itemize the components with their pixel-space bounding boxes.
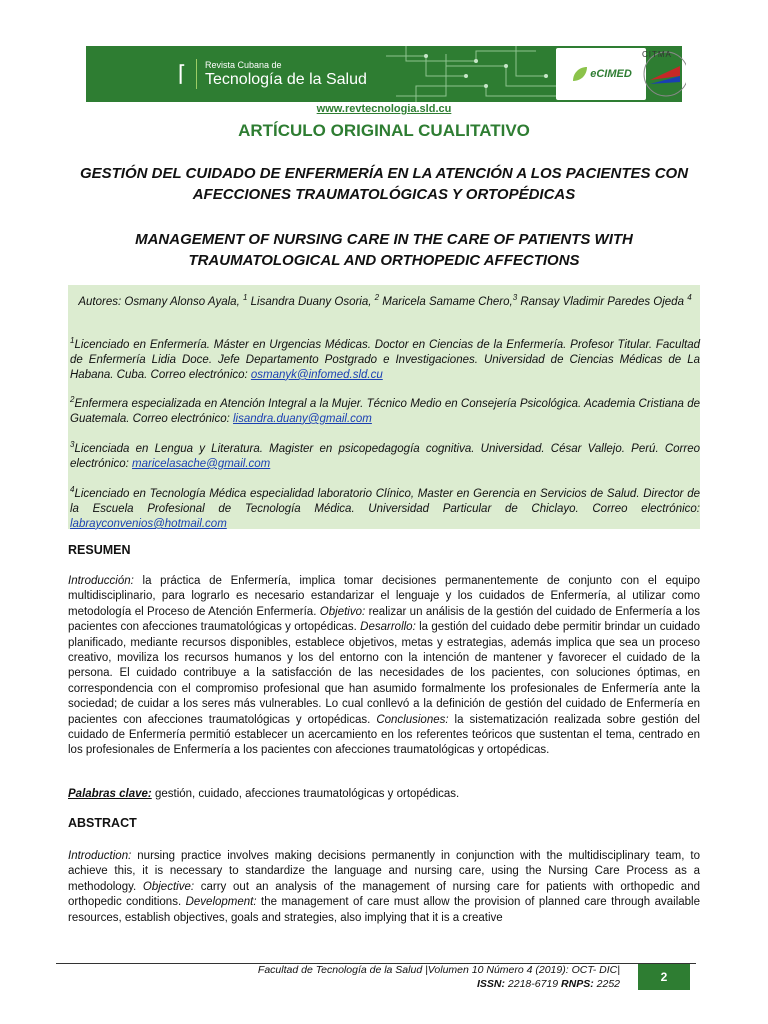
author-name: Lisandra Duany Osoria, <box>247 295 372 308</box>
affiliation-1 <box>70 333 700 383</box>
title-spanish: GESTIÓN DEL CUIDADO DE ENFERMERÍA EN LA ATENCIÓN A LOS PACIENTES CON AFECCIONES TRAUMATOLÓGICAS Y ORTOPÉDICAS <box>79 165 689 203</box>
rnps-value: 2252 <box>593 978 620 990</box>
affiliation-text: Enfermera especializada en Atención Integral a la Mujer. Técnico Medio en Consejería Psicológica. Academia Cristiana de Guatemala. Correo electrónico: <box>70 397 700 425</box>
section-text: la sistematización realizada sobre gestión del cuidado de Enfermería permitió establecer un acercamiento en los referentes teóricos que sustentan el tema, centrado en los profesionales de Enfermería a los pacientes con afecciones traumatológicas y ortopédicas. <box>68 713 700 757</box>
email-link[interactable]: maricelasache@gmail.com <box>132 457 271 470</box>
affiliation-2 <box>70 392 700 427</box>
abstract-body <box>68 849 700 926</box>
section-label: Objective: <box>142 880 195 893</box>
affiliation-number: 2 <box>70 395 75 404</box>
journal-logo <box>172 46 372 102</box>
author-sup: 2 <box>374 293 380 302</box>
author-name: Ransay Vladimir Paredes Ojeda <box>517 295 684 308</box>
section-label: Development: <box>185 896 257 909</box>
page-number: 2 <box>638 964 690 990</box>
section-label: Objetivo: <box>319 605 366 618</box>
citma-label: CITMA <box>642 50 672 59</box>
section-text: realizar un análisis de la gestión del cuidado de Enfermería a los pacientes con afecciones traumatológicas y ortopédicas. <box>68 605 700 634</box>
author-name: Osmany Alonso Ayala, <box>124 295 240 308</box>
affiliation-text: Licenciada en Lengua y Literatura. Magister en psicopedagogía cognitiva. Universidad. César Vallejo. Perú. Correo electrónico: <box>70 442 700 470</box>
affiliation-number: 4 <box>70 485 75 494</box>
issn-label: ISSN: <box>476 978 505 990</box>
journal-emblem-icon: ⌈ <box>172 59 197 89</box>
section-text: la práctica de Enfermería, implica tomar decisiones permanentemente de conjunto con el equipo multidisciplinario, para lograrlo es necesario estandarizar el lenguaje y los cuidados de Enfermería, al utilizar como metodología el Proceso de Atención Enfermería. <box>68 575 700 618</box>
email-link[interactable]: labrayconvenios@hotmail.com <box>70 517 227 530</box>
affiliation-text: Licenciado en Tecnología Médica especialidad laboratorio Clínico, Master en Gerencia en Servicios de Salud. Director de la Escuela Profesional de Tecnología Médica. Universidad Particular de Chiclayo. Correo electrónico: <box>70 487 700 515</box>
author-sup: 4 <box>687 293 692 302</box>
journal-url-link[interactable]: www.revtecnologia.sld.cu <box>316 103 452 115</box>
affiliation-number: 1 <box>70 336 75 345</box>
journal-banner <box>86 46 682 102</box>
section-text: nursing practice involves making decisions permanently in conjunction with the multidisciplinary team, to achieve this, it is necessary to standardize the language and nursing care, using the Nursing Care Process as a methodology. <box>68 850 700 893</box>
section-label: Desarrollo: <box>360 621 416 634</box>
journal-subtitle: Revista Cubana de <box>205 59 282 70</box>
abstract-heading: ABSTRACT <box>68 816 137 830</box>
rnps-label: RNPS: <box>561 978 594 990</box>
authors-line <box>70 290 700 310</box>
keywords-line <box>68 787 700 802</box>
affiliation-text: Licenciado en Enfermería. Máster en Urgencias Médicas. Doctor en Ciencias de la Enfermería. Profesor Titular. Facultad de Enfermería Lidia Doce. Jefe Departamento Postgrado e Investigaciones. Universidad de Ciencias Médicas de La Habana. Cuba. Correo electrónico: <box>70 338 700 381</box>
affiliation-3 <box>70 437 700 472</box>
circuit-pattern-icon <box>386 46 566 102</box>
journal-name: Tecnología de la Salud <box>205 70 367 88</box>
affiliation-4 <box>70 482 700 532</box>
section-label: Introducción: <box>68 575 134 587</box>
resumen-heading: RESUMEN <box>68 543 131 557</box>
author-sup: 3 <box>512 293 518 302</box>
article-type: ARTÍCULO ORIGINAL CUALITATIVO <box>238 121 530 140</box>
section-label: Conclusiones: <box>376 713 449 726</box>
footer-citation-text: Facultad de Tecnología de la Salud |Volumen 10 Número 4 (2019): OCT- DIC| <box>257 964 620 976</box>
title-english: MANAGEMENT OF NURSING CARE IN THE CARE OF PATIENTS WITH TRAUMATOLOGICAL AND ORTHOPEDIC AFFECTIONS <box>135 231 633 269</box>
keywords-label: Palabras clave: <box>68 788 152 800</box>
resumen-body <box>68 574 700 759</box>
section-text: carry out an analysis of the management of nursing care for patients with orthopedic and orthopedic conditions. <box>68 880 700 909</box>
affiliation-number: 3 <box>70 440 75 449</box>
ecimed-logo: eCIMED <box>556 48 646 100</box>
author-sup: 1 <box>242 293 248 302</box>
section-text: the management of care must allow the provision of planned care through available resources, establish objectives, goals and strategies, also implying that it is a creative <box>68 896 700 924</box>
ecimed-leaf-icon <box>570 64 590 84</box>
author-name: Maricela Samame Chero, <box>379 295 513 308</box>
authors-prefix: Autores: <box>78 295 125 308</box>
section-text: la gestión del cuidado debe permitir brindar un cuidado planificado, mediante recursos disponibles, establece objetivos, metas y estrategias, además implica que sea un proceso creativo, moviliza los recursos humanos y los del entorno con la intención de mantener y favorecer el cuidado de la persona. El cuidado contribuye a la satisfacción de las necesidades de los pacientes, con soluciones óptimas, en correspondencia con el compromiso profesional que han asumido formalmente los profesionales de Enfermería ante la sociedad; de cuidar a los seres más vulnerables. Lo cual conllevó a la definición de gestión del cuidado de Enfermería en pacientes con afecciones traumatológicas y ortopédicas. <box>68 621 700 726</box>
email-link[interactable]: lisandra.duany@gmail.com <box>233 412 372 425</box>
footer-citation <box>200 963 620 991</box>
issn-value: 2218-6719 <box>504 978 562 990</box>
keywords-text: gestión, cuidado, afecciones traumatológicas y ortopédicas. <box>151 788 460 800</box>
section-label: Introduction: <box>68 850 132 862</box>
email-link[interactable]: osmanyk@infomed.sld.cu <box>250 368 383 381</box>
